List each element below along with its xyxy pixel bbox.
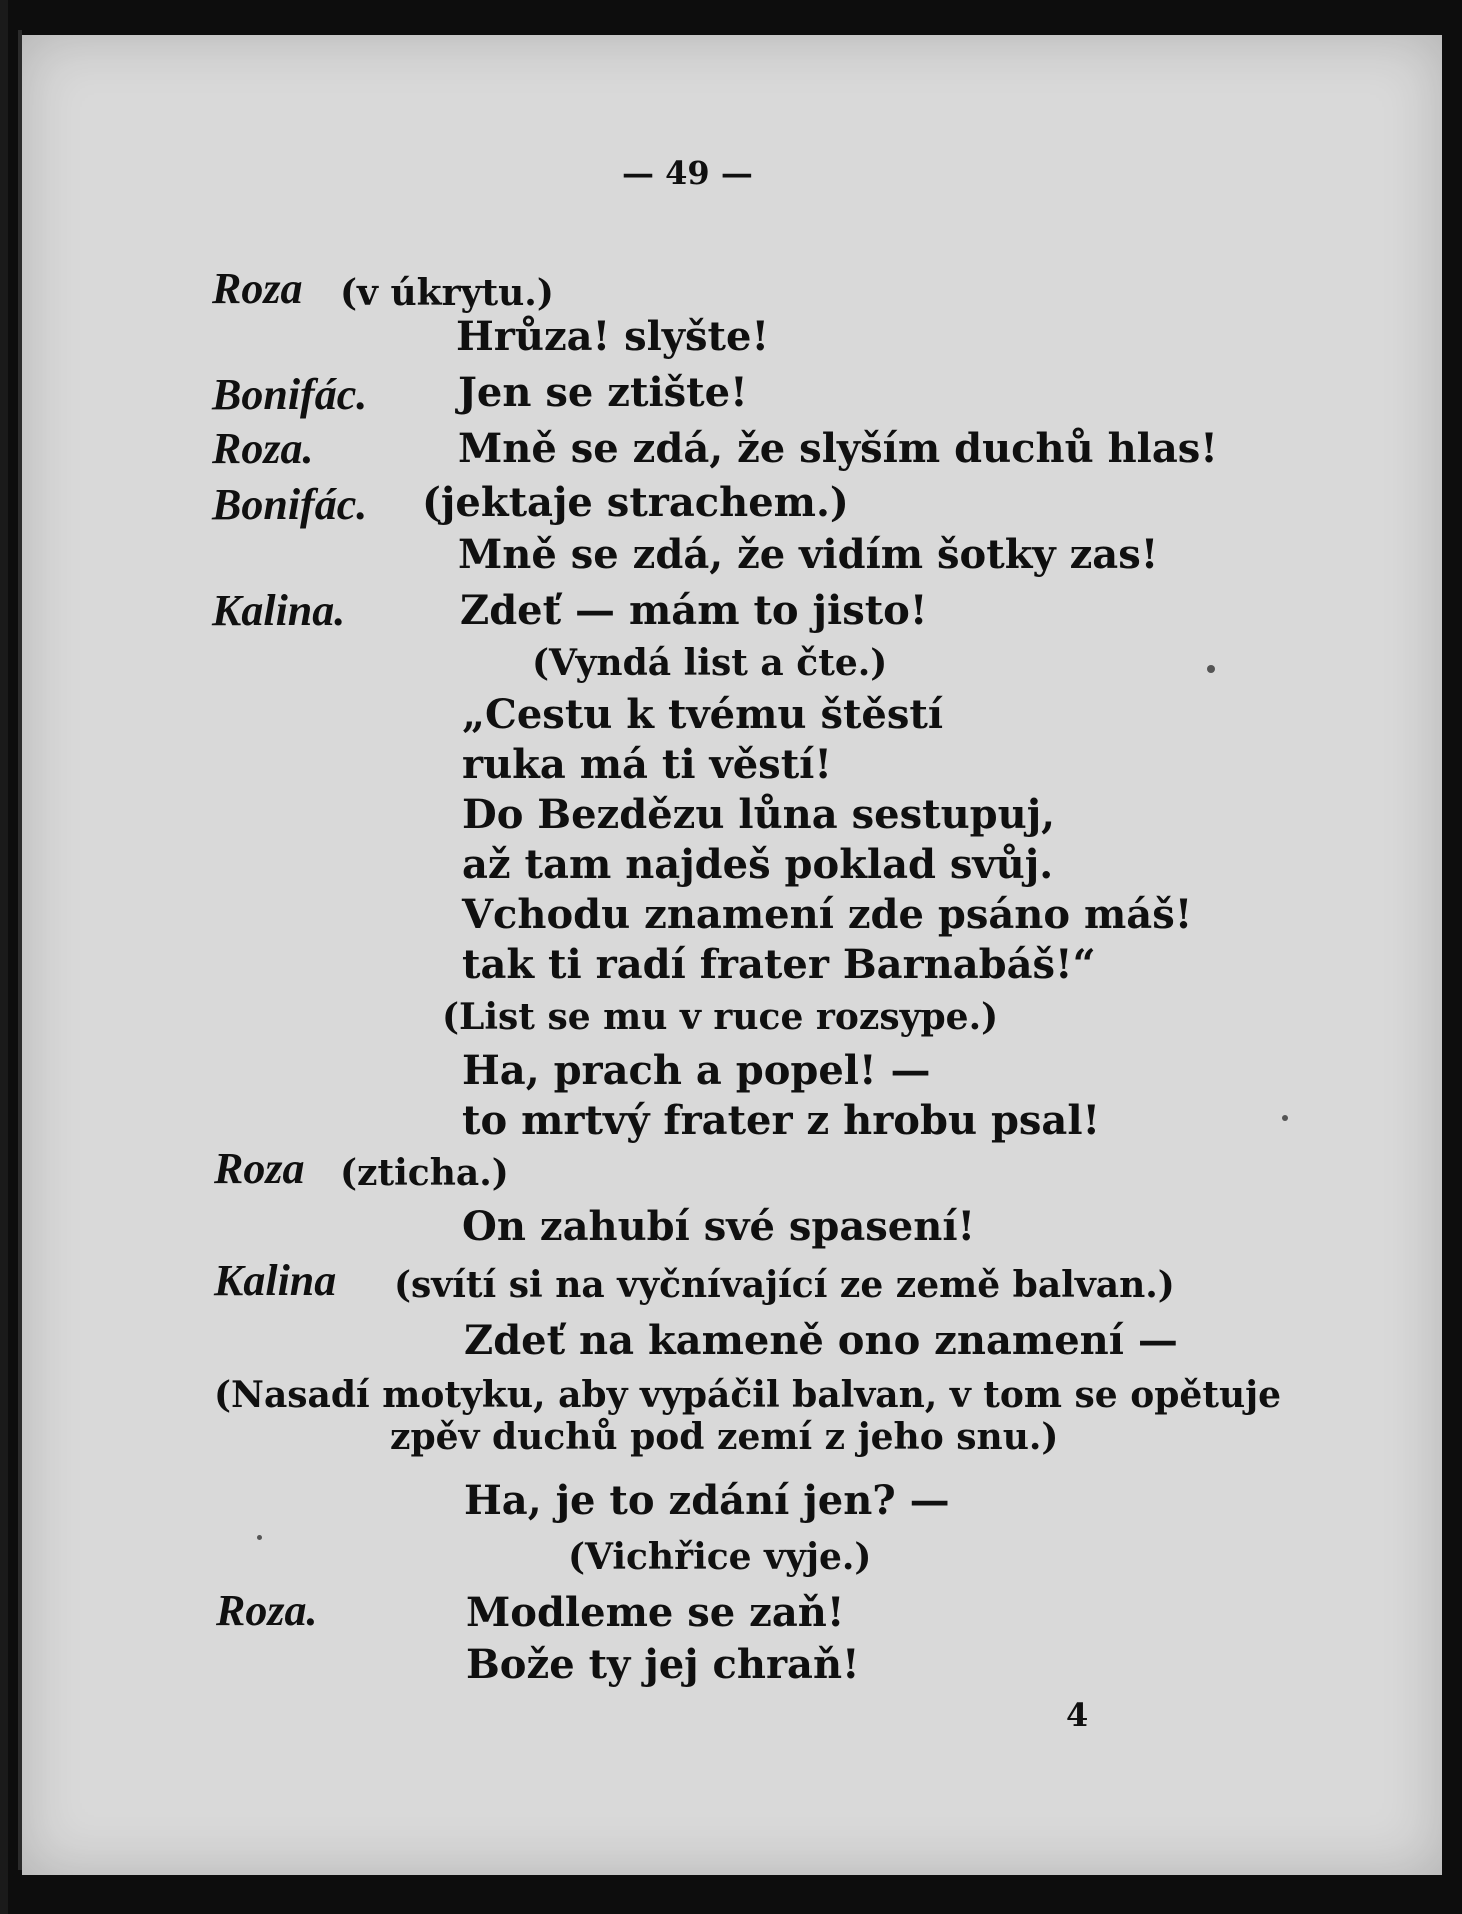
verse-line: Zdeť na kameně ono znamení — — [464, 1317, 1178, 1364]
stage-direction: (svítí si na vyčnívající ze země balvan.) — [394, 1264, 1175, 1306]
verse-line: Jen se ztište! — [458, 369, 748, 416]
verse-line: Vchodu znamení zde psáno máš! — [462, 891, 1193, 938]
speaker-bonifac: Bonifác. — [212, 370, 368, 419]
verse-line: Ha, je to zdání jen? — — [464, 1477, 950, 1524]
speaker-kalina: Kalina. — [212, 586, 346, 635]
book-page — [22, 35, 1442, 1875]
verse-line: Modleme se zaň! — [466, 1589, 845, 1636]
speaker-roza: Roza — [214, 1144, 305, 1193]
verse-line: tak ti radí frater Barnabáš!“ — [462, 941, 1096, 988]
paper-speck — [1282, 1115, 1288, 1121]
verse-line: ruka má ti věstí! — [462, 741, 832, 788]
stage-direction: (v úkrytu.) — [340, 272, 554, 314]
stage-direction: (jektaje strachem.) — [422, 479, 849, 526]
paper-speck — [1207, 665, 1215, 673]
stage-direction: (Vyndá list a čte.) — [532, 642, 888, 684]
stage-direction: (Vichřice vyje.) — [568, 1536, 872, 1578]
verse-line: Zdeť — mám to jisto! — [460, 587, 928, 634]
stage-direction: (Nasadí motyku, aby vypáčil balvan, v tom se opětuje — [214, 1374, 1282, 1416]
book-binding — [0, 0, 8, 1914]
stage-direction: zpěv duchů pod zemí z jeho snu.) — [390, 1416, 1059, 1458]
verse-line: Bože ty jej chraň! — [466, 1641, 860, 1688]
verse-line: až tam najdeš poklad svůj. — [462, 841, 1054, 888]
verse-line: Ha, prach a popel! — — [462, 1047, 931, 1094]
speaker-roza: Roza — [212, 264, 303, 313]
signature-mark: 4 — [1066, 1696, 1089, 1734]
speaker-roza: Roza. — [212, 424, 314, 473]
page-number: — 49 — — [622, 154, 753, 192]
right-scan-edge — [1442, 0, 1462, 1914]
paper-speck — [257, 1535, 262, 1540]
stage-direction: (List se mu v ruce rozsype.) — [442, 996, 999, 1038]
speaker-bonifac: Bonifác. — [212, 480, 368, 529]
verse-line: Do Bezdězu lůna sestupuj, — [462, 791, 1056, 838]
speaker-kalina: Kalina — [214, 1256, 337, 1305]
stage-direction: (zticha.) — [340, 1152, 509, 1194]
verse-line: to mrtvý frater z hrobu psal! — [462, 1097, 1101, 1144]
verse-line: Mně se zdá, že slyším duchů hlas! — [458, 425, 1218, 472]
verse-line: Mně se zdá, že vidím šotky zas! — [458, 531, 1159, 578]
verse-line: „Cestu k tvému štěstí — [462, 691, 944, 738]
speaker-roza: Roza. — [216, 1586, 318, 1635]
verse-line: Hrůza! slyšte! — [456, 313, 770, 360]
verse-line: On zahubí své spasení! — [462, 1203, 976, 1250]
